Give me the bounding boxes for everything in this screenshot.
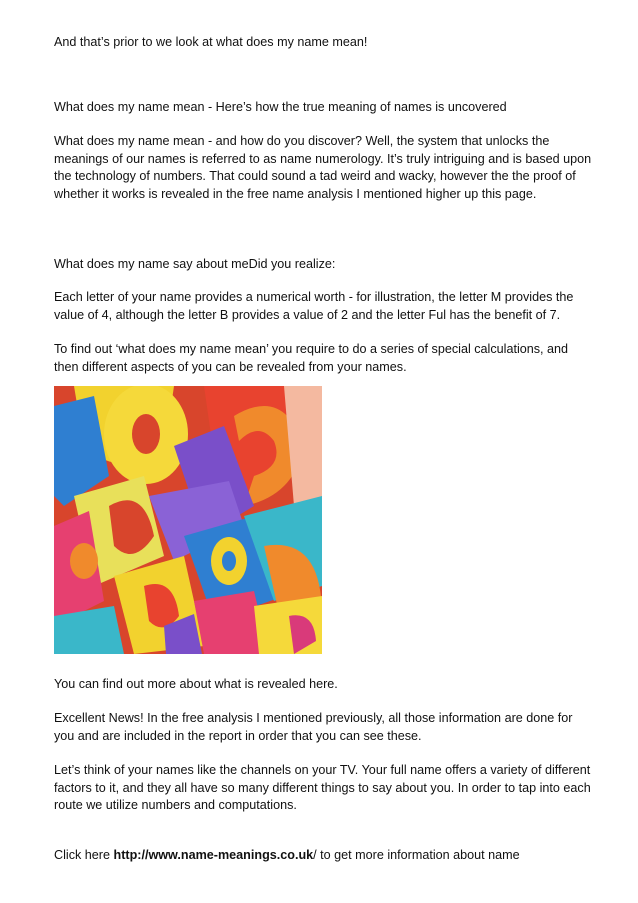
colorful-numbers-photo (54, 386, 322, 654)
name-meanings-link[interactable]: http://www.name-meanings.co.uk (113, 848, 314, 862)
paragraph-find-out-more: You can find out more about what is revealed here. (54, 677, 338, 691)
paragraph-tv-channels: Let’s think of your names like the channels on your TV. Your full name offers a variety of different factors to it, and they all have so many different things to say about you. In order to tap into each route we utilize numbers and computations. (54, 763, 591, 812)
click-here-lead: Click here (54, 848, 114, 862)
paragraph-name-numerology: What does my name mean - and how do you discover? Well, the system that unlocks the meanings of our names is referred to as name numerology. It’s truly intriguing and is based upon the technology of numbers. That could sound a tad weird and wacky, however the the proof of whether it works is revealed in the free name analysis I mentioned higher up this page. (54, 134, 592, 201)
paragraph-click-here (54, 847, 594, 865)
paragraph-letter-values: Each letter of your name provides a numerical worth - for illustration, the letter M provides the value of 4, although the letter B provides a value of 2 and the letter Ful has the benefit of 7. (54, 290, 574, 322)
paragraph-heading-true-meaning: What does my name mean - Here’s how the true meaning of names is uncovered (54, 100, 507, 114)
paragraph-heading-say-about-me: What does my name say about meDid you realize: (54, 257, 336, 271)
paragraph-special-calculations: To find out ‘what does my name mean’ you require to do a series of special calculations, and then different aspects of you can be revealed from your names. (54, 342, 569, 374)
paragraph-intro-line: And that’s prior to we look at what does my name mean! (54, 35, 368, 49)
colorful-numbers-illustration (54, 386, 322, 654)
click-here-tail: / to get more information about name (313, 848, 520, 862)
paragraph-excellent-news: Excellent News! In the free analysis I mentioned previously, all those information are done for you and are included in the report in order that you can see these. (54, 711, 573, 743)
